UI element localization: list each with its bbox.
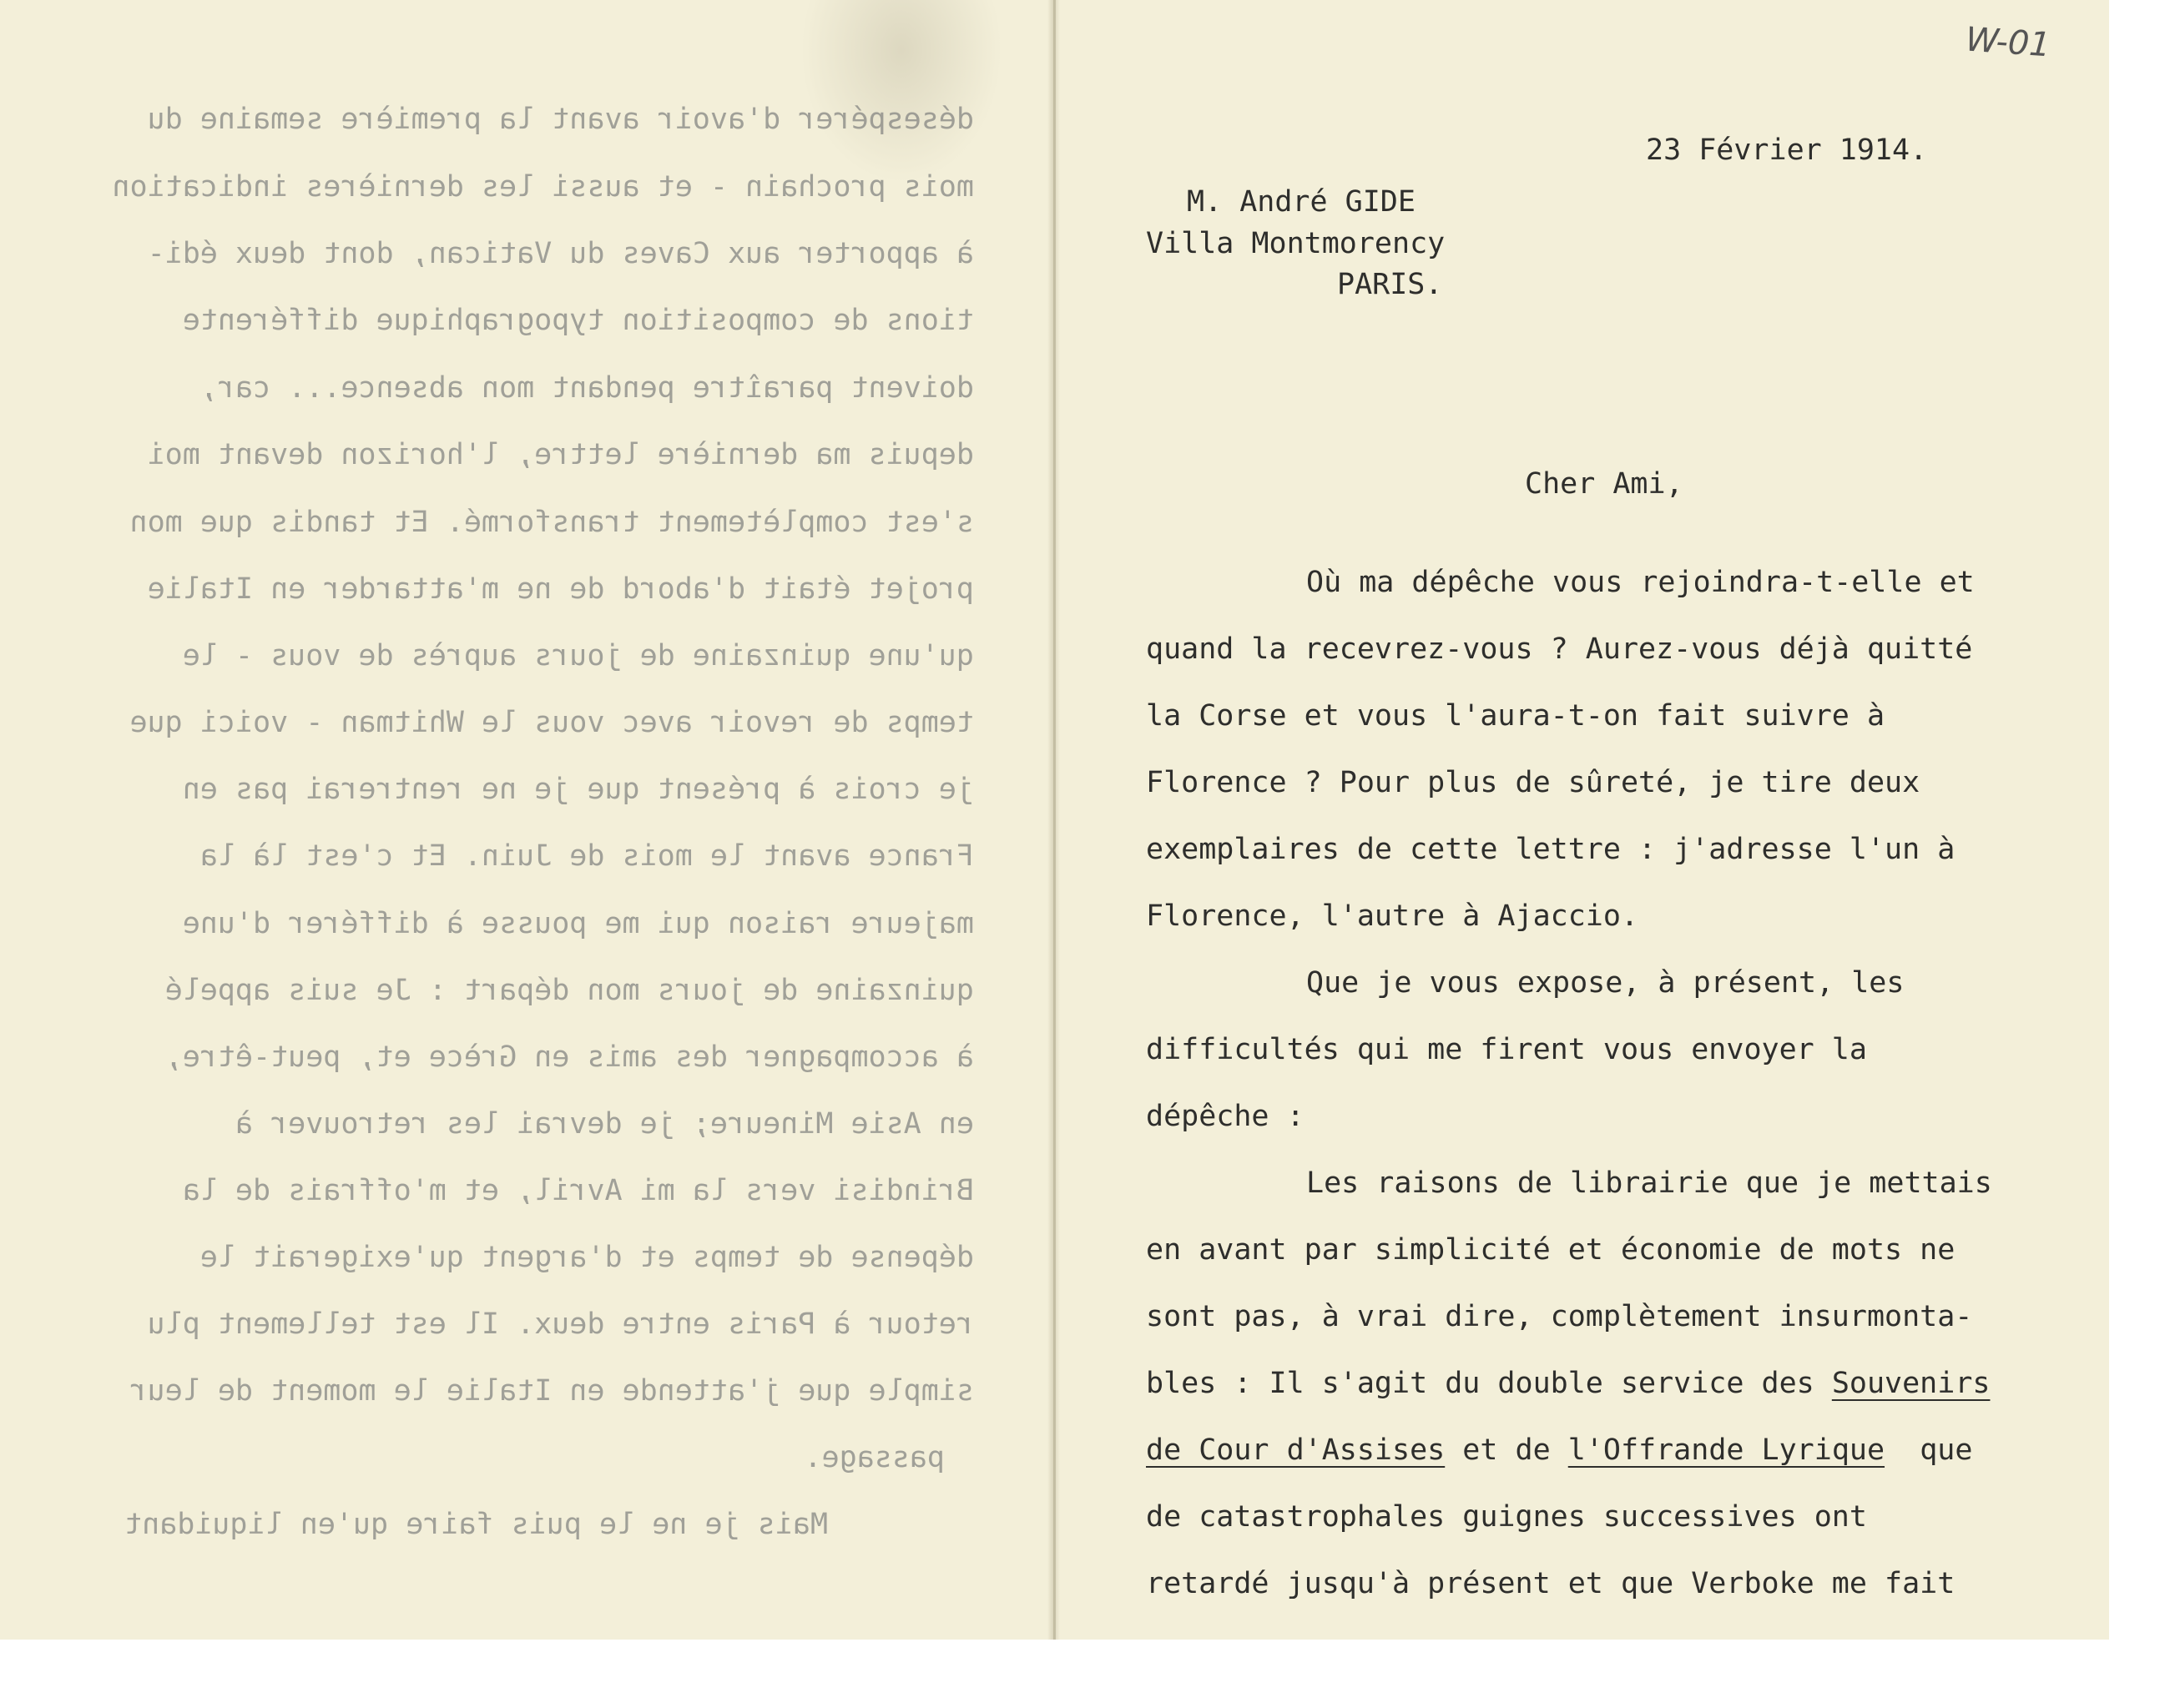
body-text: bles : Il s'agit du double service des [1146,1367,1832,1400]
body-line [1146,1350,1990,1418]
bleed-line: simple que j'attende en Italie le moment de leur [129,1374,974,1408]
title-offrande-lyrique: l'Offrande Lyrique [1567,1433,1885,1467]
body-line: Où ma dépêche vous rejoindra-t-elle et [1306,566,1975,599]
body-line: de catastrophales guignes successives ont [1146,1500,1867,1534]
bleed-line: désespérer d'avoir avant la première semaine du [147,103,974,136]
letter-date: 23 Février 1914. [1646,134,1928,167]
recipient-address: Villa Montmorency [1146,227,1446,260]
body-line: Les raisons de librairie que je mettais [1306,1166,1992,1200]
bleed-line: projet était d'abord de ne m'attarder en Italie [147,572,974,606]
recipient-name: M. André GIDE [1187,185,1416,219]
recipient-city: PARIS. [1337,268,1443,301]
body-line: Florence, l'autre à Ajaccio. [1146,899,1639,933]
mirrored-text [0,0,1053,1640]
body-line: Florence ? Pour plus de sûreté, je tire deux [1146,766,1920,799]
bleed-line: je crois à présent que je ne rentrerai pas en [182,773,974,806]
bleed-line: mois prochain - et aussi les dernières indication [112,170,974,204]
bleed-line: retour à Paris entre deux. Il est tellement plu [147,1307,974,1341]
body-line [1146,1417,1972,1484]
bleed-line: Mais je ne le puis faire qu'en liquidant [124,1508,828,1541]
bleed-line: à accompagner des amis en Grèce et, peut-être, [164,1040,974,1074]
bleed-line: doivent paraître pendant mon absence... car, [199,371,974,405]
left-page-bleed-through [0,0,1053,1640]
bleed-line: Brindisi vers la mi Avril, et m'offrais de la [182,1174,974,1207]
bleed-line: à apporter aux Caves du Vatican, dont deux édi- [147,237,974,270]
body-text: et de [1445,1433,1568,1467]
body-line: retardé jusqu'à présent et que Verboke me fait [1146,1567,1956,1600]
body-line: sont pas, à vrai dire, complètement insurmonta- [1146,1300,1973,1333]
body-line: dépêche : [1146,1100,1305,1133]
bleed-line: tions de composition typographique différente [182,304,974,337]
body-text: que [1885,1433,1973,1467]
letter-page [1056,0,2109,1640]
bleed-line: depuis ma dernière lettre, l'horizon devant moi [147,438,974,471]
bleed-line: en Asie Mineure; je devrai les retrouver à [235,1107,974,1141]
bleed-line: quinzaine de jours mon départ : Je suis appelé [164,974,974,1007]
bleed-line: qu'une quinzaine de jours auprès de vous - le [182,639,974,673]
bleed-line: dépense de temps et d'argent qu'exigerait le [199,1241,974,1274]
body-line: exemplaires de cette lettre : j'adresse l'un à [1146,833,1956,866]
bleed-line: majeure raison qui me pousse à différer d'une [182,907,974,940]
bleed-line: s'est complètement transformé. Et tandis que mon [129,506,974,539]
body-line: quand la recevrez-vous ? Aurez-vous déjà quitté [1146,632,1973,666]
bleed-line: temps de revoir avec vous le Whitman - voici que [129,706,974,739]
bleed-line: France avant le mois de Juin. Et c'est là la [199,839,974,873]
bleed-line: passage. [804,1441,945,1474]
archive-reference-mark: W-01 [1964,20,2052,65]
salutation: Cher Ami, [1525,467,1683,501]
title-souvenirs: Souvenirs [1831,1367,1991,1400]
body-line: en avant par simplicité et économie de mots ne [1146,1233,1956,1267]
body-line: difficultés qui me firent vous envoyer la [1146,1033,1867,1066]
body-line: la Corse et vous l'aura-t-on fait suivre à [1146,699,1885,733]
body-line: Que je vous expose, à présent, les [1306,966,1905,1000]
title-cour-assises: de Cour d'Assises [1146,1433,1446,1467]
